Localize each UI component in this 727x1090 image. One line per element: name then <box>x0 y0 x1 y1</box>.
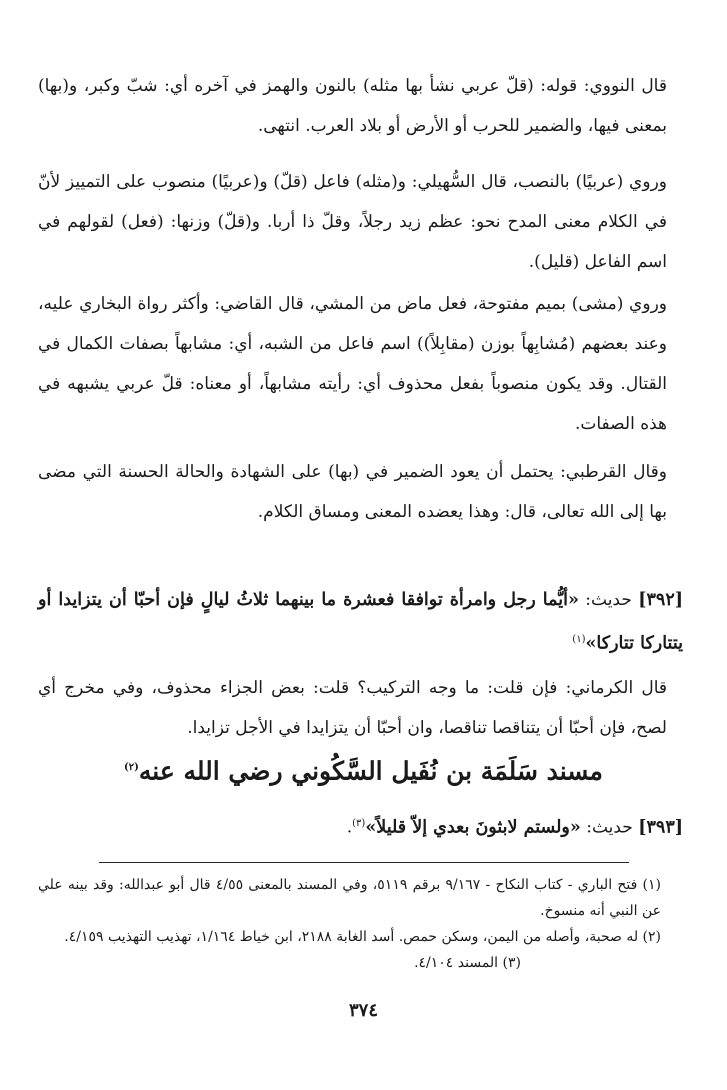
hadith-393-text: «ولستم لابثونَ بعدي إلاّ قليلاً» <box>365 817 581 838</box>
qurtubi-text: وقال القرطبي: يحتمل أن يعود الضمير في (بها) على الشهادة والحالة الحسنة التي مضى بها إلى الله تعالى، قال: وهذا يعضده المعنى ومساق الكلام. <box>38 462 667 522</box>
hadith-392-text: «أيُّما رجل وامرأة توافقا فعشرة ما بينهما ثلاثُ ليالٍ فإن أحبّا أن يتزايدا أو يتتاركا تتاركا» <box>38 590 683 654</box>
hadith-393-line <box>38 804 683 848</box>
section-title-text: مسند سَلَمَة بن نُفَيل السَّكُوني رضي الله عنه <box>138 756 603 786</box>
suhaili-paragraph <box>38 162 667 282</box>
hadith-392-line <box>38 580 683 664</box>
footnote-2: (٢) له صحبة، وأصله من اليمن، وسكن حمص. أسد الغابة ٢١٨٨، ابن خياط ١/١٦٤، تهذيب التهذيب ٤/١٥٩. <box>64 929 661 945</box>
qurtubi-paragraph <box>38 452 667 532</box>
hadith-393 <box>38 804 683 848</box>
page-number: ٣٧٤ <box>348 1000 378 1021</box>
nawawi-text: قال النووي: قوله: (قلّ عربي نشأ بها مثله) بالنون والهمز في آخره أي: شبّ وكبر، و(بها) بمعنى فيها، والضمير للحرب أو الأرض أو بلاد العرب. انتهى. <box>38 76 667 136</box>
hadith-393-number: [٣٩٣] <box>638 817 683 838</box>
hadith-392 <box>38 580 683 664</box>
hadith-393-end: . <box>346 817 353 838</box>
section-title <box>38 746 689 793</box>
qadi-paragraph <box>38 284 667 444</box>
suhaili-text: وروي (عربيًا) بالنصب، قال السُّهيلي: و(مثله) فاعل (قلّ) و(عربيًا) منصوب على التمييز لأنّ في الكلام معنى المدح نحو: عظم زيد رجلاً، وقلّ ذا أربا. و(قلّ) وزنها: (فعل) لقولهم في اسم الفاعل (قليل). <box>38 172 667 272</box>
kirmani-paragraph <box>38 668 667 748</box>
hadith-392-number: [٣٩٢] <box>638 590 684 610</box>
kirmani-text: قال الكرماني: فإن قلت: ما وجه التركيب؟ قلت: بعض الجزاء محذوف، وفي مخرج أي لصح، فإن أحبّا أن يتناقصا تناقصا، وان أحبّا أن يتزايدا في الأجل تزايدا. <box>38 678 667 738</box>
footnote-ref-1: (١) <box>572 634 586 645</box>
nawawi-paragraph <box>38 66 667 146</box>
hadith-393-prefix: حديث: <box>586 817 633 838</box>
footnote-1: (١) فتح الباري - كتاب النكاح - ٩/١٦٧ برقم ٥١١٩، وفي المسند بالمعنى ٤/٥٥ قال أبو عبدالله: وقد بينه علي عن النبي أنه منسوخ. <box>38 877 661 919</box>
hadith-392-prefix: حديث: <box>585 590 632 610</box>
footnote-3: (٣) المسند ٤/١٠٤. <box>414 955 521 971</box>
footnotes <box>38 872 661 976</box>
qadi-text: وروي (مشى) بميم مفتوحة، فعل ماض من المشي، قال القاضي: وأكثر رواة البخاري عليه، وعند بعضهم (مُشابِهاً بوزن (مقابِلاً)) اسم فاعل من الشبه، أي: مشابهاً بصفات الكمال في القتال. وقد يكون منصوباً بفعل محذوف أي: رأيته مشابهاً، أو معناه: قلّ عربي يشبهه في هذه الصفات. <box>38 294 667 434</box>
footnote-divider <box>99 862 629 863</box>
footnote-ref-3: (٣) <box>352 818 366 829</box>
footnote-ref-2: (٢) <box>124 762 139 773</box>
